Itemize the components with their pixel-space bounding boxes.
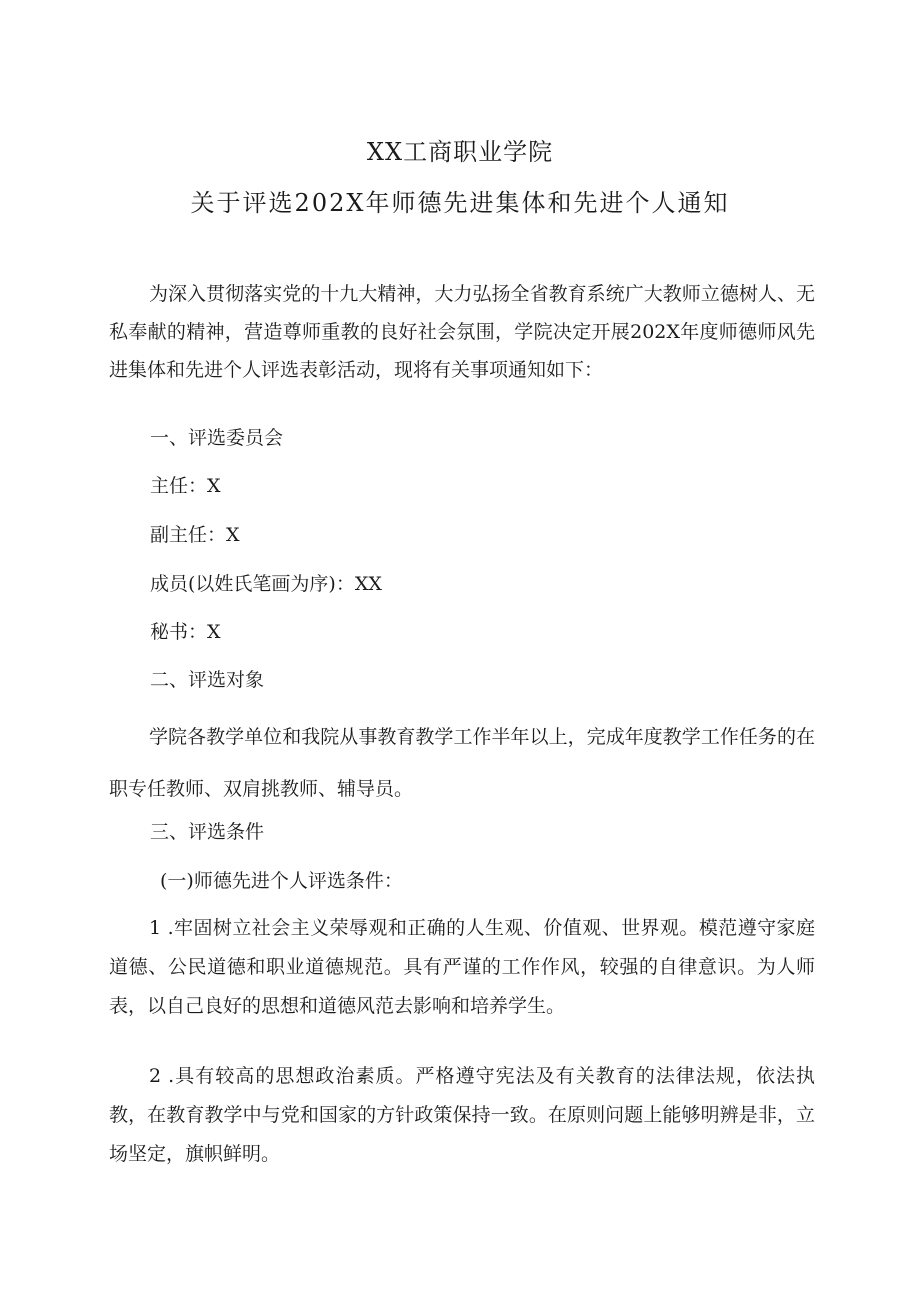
- condition-item-1: 1 .牢固树立社会主义荣辱观和正确的人生观、价值观、世界观。模范遵守家庭道德、公民道德和职业道德规范。具有严谨的工作作风，较强的自律意识。为人师表，以自己良好的思想和道德风范去影响和培养学生。: [109, 917, 815, 1017]
- committee-secretary: 秘书：X: [150, 621, 221, 643]
- subsection1-heading: (一)师德先进个人评选条件：: [160, 870, 403, 892]
- document-title-line1: XX工商职业学院: [366, 138, 554, 166]
- document-title-line2: 关于评选202X年师德先进集体和先进个人通知: [190, 189, 730, 217]
- section3-heading: 三、评选条件: [150, 821, 265, 843]
- intro-paragraph: 为深入贯彻落实党的十九大精神，大力弘扬全省教育系统广大教师立德树人、无私奉献的精神，营造尊师重教的良好社会氛围，学院决定开展202X年度师德师风先进集体和先进个人评选表彰活动，现将有关事项通知如下：: [109, 283, 815, 381]
- committee-director: 主任：X: [150, 475, 221, 497]
- committee-deputy-director: 副主任：X: [150, 524, 240, 546]
- section2-heading: 二、评选对象: [150, 669, 265, 691]
- committee-members: 成员(以姓氏笔画为序)：XX: [150, 573, 382, 595]
- section2-paragraph: 学院各教学单位和我院从事教育教学工作半年以上，完成年度教学工作任务的在职专任教师、双肩挑教师、辅导员。: [109, 726, 815, 800]
- condition-item-2: 2 .具有较高的思想政治素质。严格遵守宪法及有关教育的法律法规，依法执教，在教育教学中与党和国家的方针政策保持一致。在原则问题上能够明辨是非，立场坚定，旗帜鲜明。: [109, 1065, 815, 1165]
- section1-heading: 一、评选委员会: [150, 427, 284, 449]
